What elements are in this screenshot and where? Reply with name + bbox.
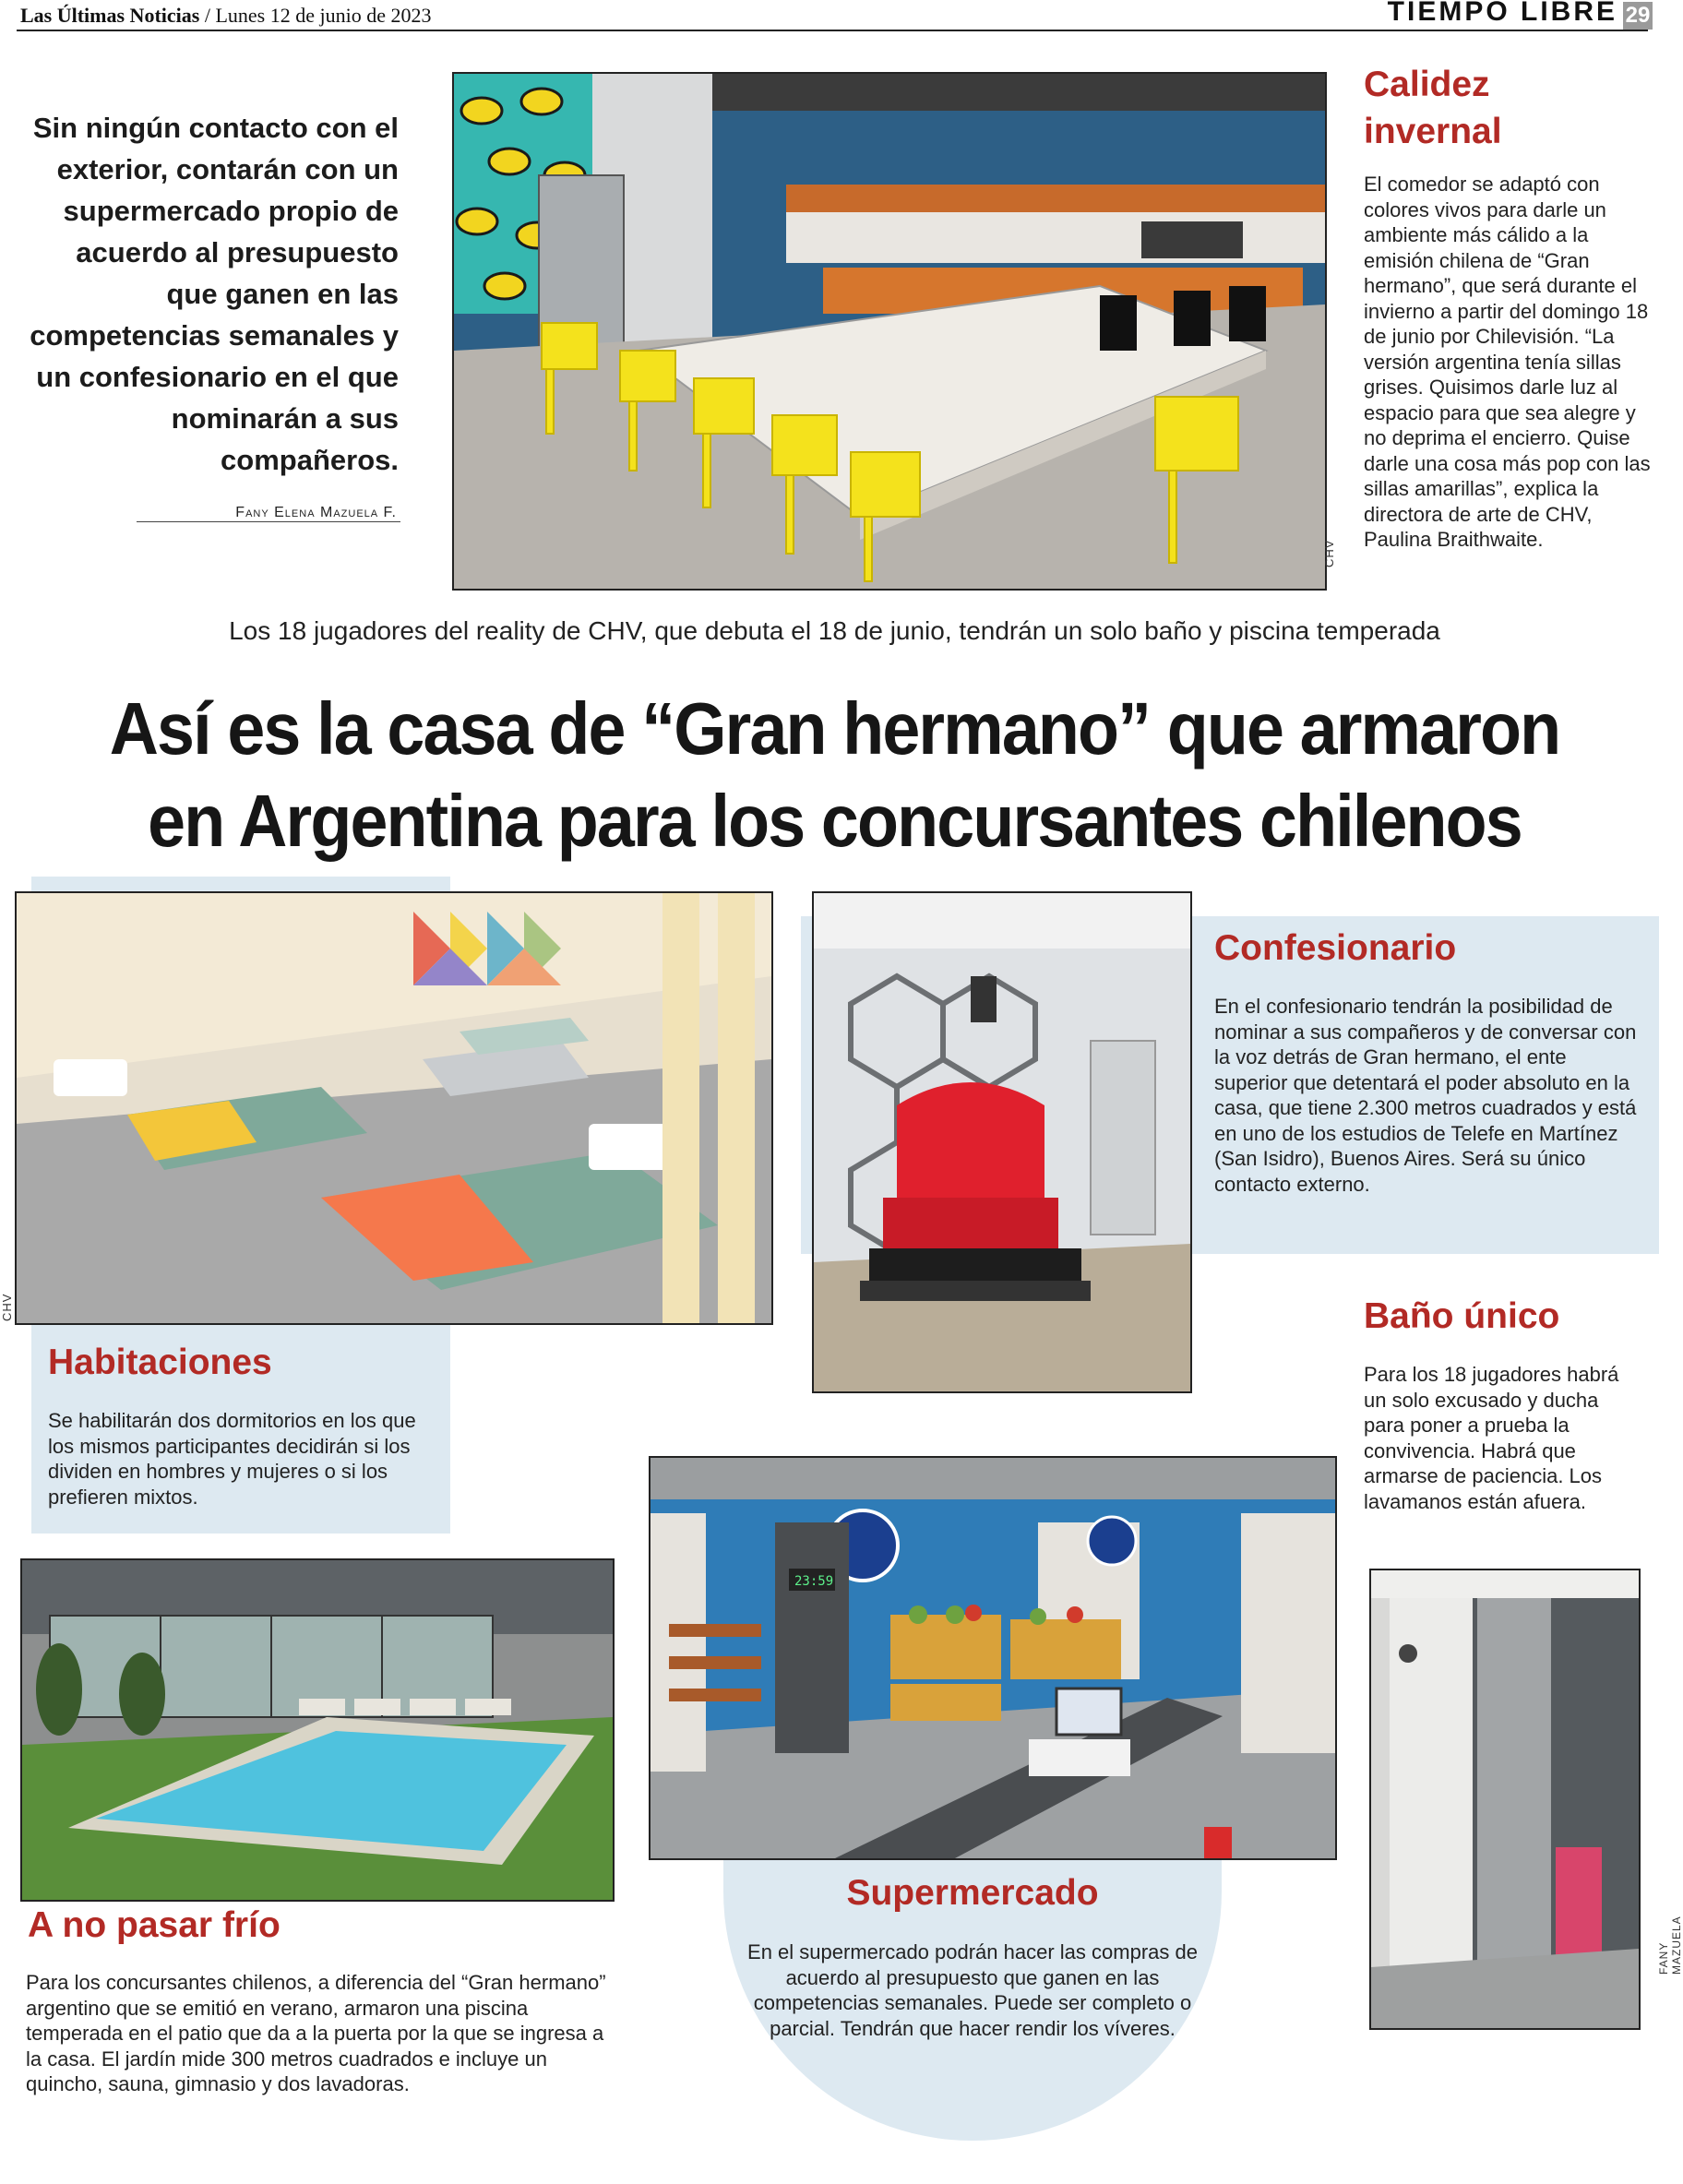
bedroom-photo bbox=[15, 891, 773, 1325]
confesionario-title: Confesionario bbox=[1214, 928, 1457, 968]
section-name: TIEMPO LIBRE bbox=[1387, 0, 1617, 27]
kitchen-photo bbox=[452, 72, 1327, 591]
page-number: 29 bbox=[1623, 2, 1653, 30]
timer-display: 23:59 bbox=[794, 1574, 834, 1589]
pool-illustration bbox=[22, 1560, 613, 1900]
byline: Fany Elena Mazuela F. bbox=[235, 505, 397, 520]
bathroom-illustration bbox=[1371, 1570, 1639, 2028]
bedroom-credit: CHV bbox=[0, 1293, 14, 1321]
bathroom-photo bbox=[1369, 1569, 1641, 2030]
calidez-body: El comedor se adaptó con colores vivos para darle un ambiente más cálido a la emisión chilena de “Gran hermano”, que será durante el invierno a partir del domingo 18 de junio por Chilevisión. “La versión argentina tenía sillas grises. Quisimos darle luz al espacio para que sea alegre y no deprima el encierro. Quise darle una cosa más pop con las sillas amarillas”, explica la directora de arte de CHV, Paulina Braithwaite. bbox=[1364, 173, 1651, 551]
kicker: Los 18 jugadores del reality de CHV, que debuta el 18 de junio, tendrán un solo baño y piscina temperada bbox=[229, 616, 1440, 645]
byline-rule bbox=[137, 521, 400, 522]
supermarket-illustration bbox=[651, 1458, 1335, 1858]
calidez-title: Calidez invernal bbox=[1364, 65, 1502, 151]
supermarket-photo bbox=[649, 1456, 1337, 1860]
bano-body: Para los 18 jugadores habrá un solo excusado y ducha para poner a prueba la convivencia. Habrá que armarse de paciencia. Los lavamanos están afuera. bbox=[1364, 1363, 1619, 1513]
headline bbox=[66, 683, 1602, 867]
bano-title: Baño único bbox=[1364, 1296, 1560, 1336]
habitaciones-title: Habitaciones bbox=[48, 1343, 272, 1382]
bathroom-credit: FANY MAZUELA bbox=[1657, 1915, 1683, 1975]
habitaciones-body: Se habilitarán dos dormitorios en los que los mismos participantes decidirán si los dividen en hombres y mujeres o si los prefieren mixtos. bbox=[48, 1409, 416, 1509]
bedroom-illustration bbox=[17, 893, 771, 1323]
kitchen-illustration bbox=[454, 74, 1325, 589]
paper-name: Las Últimas Noticias bbox=[20, 4, 200, 27]
confessional-photo bbox=[812, 891, 1192, 1393]
header-rule bbox=[17, 30, 1648, 31]
confessional-illustration bbox=[814, 893, 1190, 1391]
supermercado-body: En el supermercado podrán hacer las compras de acuerdo al presupuesto que ganen en las competencias semanales. Puede ser completo o parcial. Tendrán que hacer rendir los víveres. bbox=[747, 1940, 1198, 2040]
issue-date: / Lunes 12 de junio de 2023 bbox=[199, 4, 432, 27]
masthead bbox=[20, 4, 431, 28]
confesionario-body: En el confesionario tendrán la posibilidad de nominar a sus compañeros y de conversar con la voz detrás de Gran hermano, el ente superior que detentará el poder absoluto en la casa, que tiene 2.300 metros cuadrados y está en uno de los estudios de Telefe en Martínez (San Isidro), Buenos Aires. Será su único contacto externo. bbox=[1214, 995, 1637, 1196]
pool-photo bbox=[20, 1558, 615, 1902]
headline-line-2: en Argentina para los concursantes chilenos bbox=[148, 780, 1522, 862]
pull-quote: Sin ningún contacto con el exterior, contarán con un supermercado propio de acuerdo al presupuesto que ganen en las competencias semanales y un confesionario en el que nominarán a sus compañeros. bbox=[30, 112, 399, 476]
frio-body: Para los concursantes chilenos, a diferencia del “Gran hermano” argentino que se emitió en verano, armaron una piscina temperada en el patio que da a la puerta por la que se ingresa a la casa. El jardín mide 300 metros cuadrados e incluye un quincho, sauna, gimnasio y dos lavadoras. bbox=[26, 1971, 606, 2095]
supermercado-title: Supermercado bbox=[846, 1873, 1099, 1913]
headline-line-1: Así es la casa de “Gran hermano” que armaron bbox=[109, 687, 1560, 770]
frio-title: A no pasar frío bbox=[28, 1905, 280, 1945]
kitchen-credit: CHV bbox=[1322, 539, 1336, 567]
